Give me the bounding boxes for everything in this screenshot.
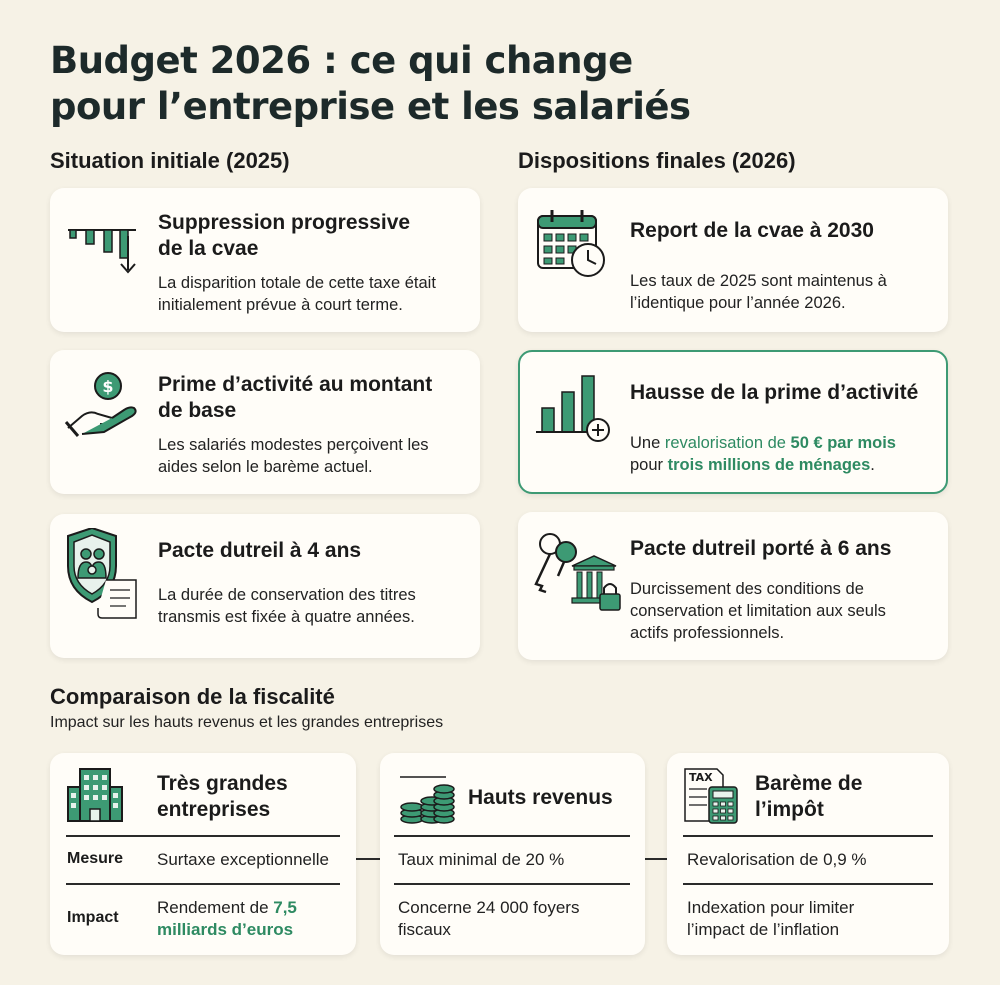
card-grandes-entreprises — [50, 753, 356, 955]
tax-calculator-icon — [683, 767, 741, 830]
card-cvae-2025 — [50, 188, 480, 332]
card-prime-2025 — [50, 350, 480, 494]
card-title: Pacte dutreil à 4 ans — [158, 539, 362, 562]
connector-line — [356, 858, 380, 860]
mesure-value: Revalorisation de 0,9 % — [687, 850, 867, 869]
impact-value: Rendement de 7,5 milliards d’euros — [157, 898, 297, 939]
mesure-value: Taux minimal de 20 % — [398, 850, 565, 869]
card-title: Report de la cvae à 2030 — [630, 219, 874, 242]
card-bareme-impot — [667, 753, 949, 955]
card-description: La disparition totale de cette taxe était initialement prévue à court terme. — [158, 274, 436, 314]
divider — [683, 835, 933, 837]
calendar-clock-icon — [536, 208, 608, 285]
card-title: Barème de l’impôt — [755, 772, 863, 821]
mesure-value: Surtaxe exceptionnelle — [157, 850, 330, 869]
card-title: Suppression progressive de la cvae — [158, 211, 411, 260]
card-description: Les taux de 2025 sont maintenus à l’identique pour l’année 2026. — [630, 272, 887, 312]
svg-text:$: $ — [102, 377, 114, 396]
divider — [66, 883, 340, 885]
card-prime-2026 — [518, 350, 948, 494]
card-hauts-revenus — [380, 753, 645, 955]
svg-text:TAX: TAX — [689, 771, 713, 784]
card-description: La durée de conservation des titres transmis est fixée à quatre années. — [158, 586, 416, 626]
impact-value: Concerne 24 000 foyers fiscaux — [398, 898, 580, 939]
title-line-1: Budget 2026 : ce qui change — [50, 39, 633, 82]
divider — [394, 883, 630, 885]
card-title: Pacte dutreil porté à 6 ans — [630, 537, 892, 560]
row-label-mesure: Mesure — [67, 850, 124, 867]
left-heading: Situation initiale (2025) — [50, 148, 290, 173]
comparison-subheading: Impact sur les hauts revenus et les grandes entreprises — [50, 714, 444, 731]
impact-value: Indexation pour limiter l’impact de l’inflation — [687, 898, 855, 939]
card-title: Prime d’activité au montant de base — [158, 373, 433, 422]
family-shield-icon — [62, 528, 150, 629]
card-dutreil-2025 — [50, 514, 480, 658]
right-heading: Dispositions finales (2026) — [518, 148, 796, 173]
divider — [683, 883, 933, 885]
divider — [394, 835, 630, 837]
card-title: Hauts revenus — [468, 786, 613, 809]
card-description: Une revalorisation de 50 € par mois pour trois millions de ménages. — [630, 434, 896, 474]
declining-bars-icon — [66, 226, 138, 281]
coin-stacks-icon — [398, 775, 458, 830]
card-title: Très grandes entreprises — [157, 772, 288, 821]
building-icon — [66, 767, 126, 828]
card-dutreil-2026 — [518, 512, 948, 660]
row-label-impact: Impact — [67, 909, 119, 926]
keys-bank-icon — [528, 530, 624, 621]
title-line-2: pour l’entreprise et les salariés — [50, 85, 691, 128]
rising-bars-plus-icon — [536, 374, 616, 449]
card-description: Durcissement des conditions de conservation et limitation aux seuls actifs professionnels. — [630, 580, 886, 642]
hand-coin-icon — [64, 370, 140, 447]
card-description: Les salariés modestes perçoivent les aides selon le barème actuel. — [158, 436, 429, 476]
connector-line — [645, 858, 667, 860]
comparison-heading: Comparaison de la fiscalité — [50, 684, 335, 709]
card-cvae-2026 — [518, 188, 948, 332]
page-title — [50, 38, 810, 130]
card-title: Hausse de la prime d’activité — [630, 381, 919, 404]
divider — [66, 835, 340, 837]
